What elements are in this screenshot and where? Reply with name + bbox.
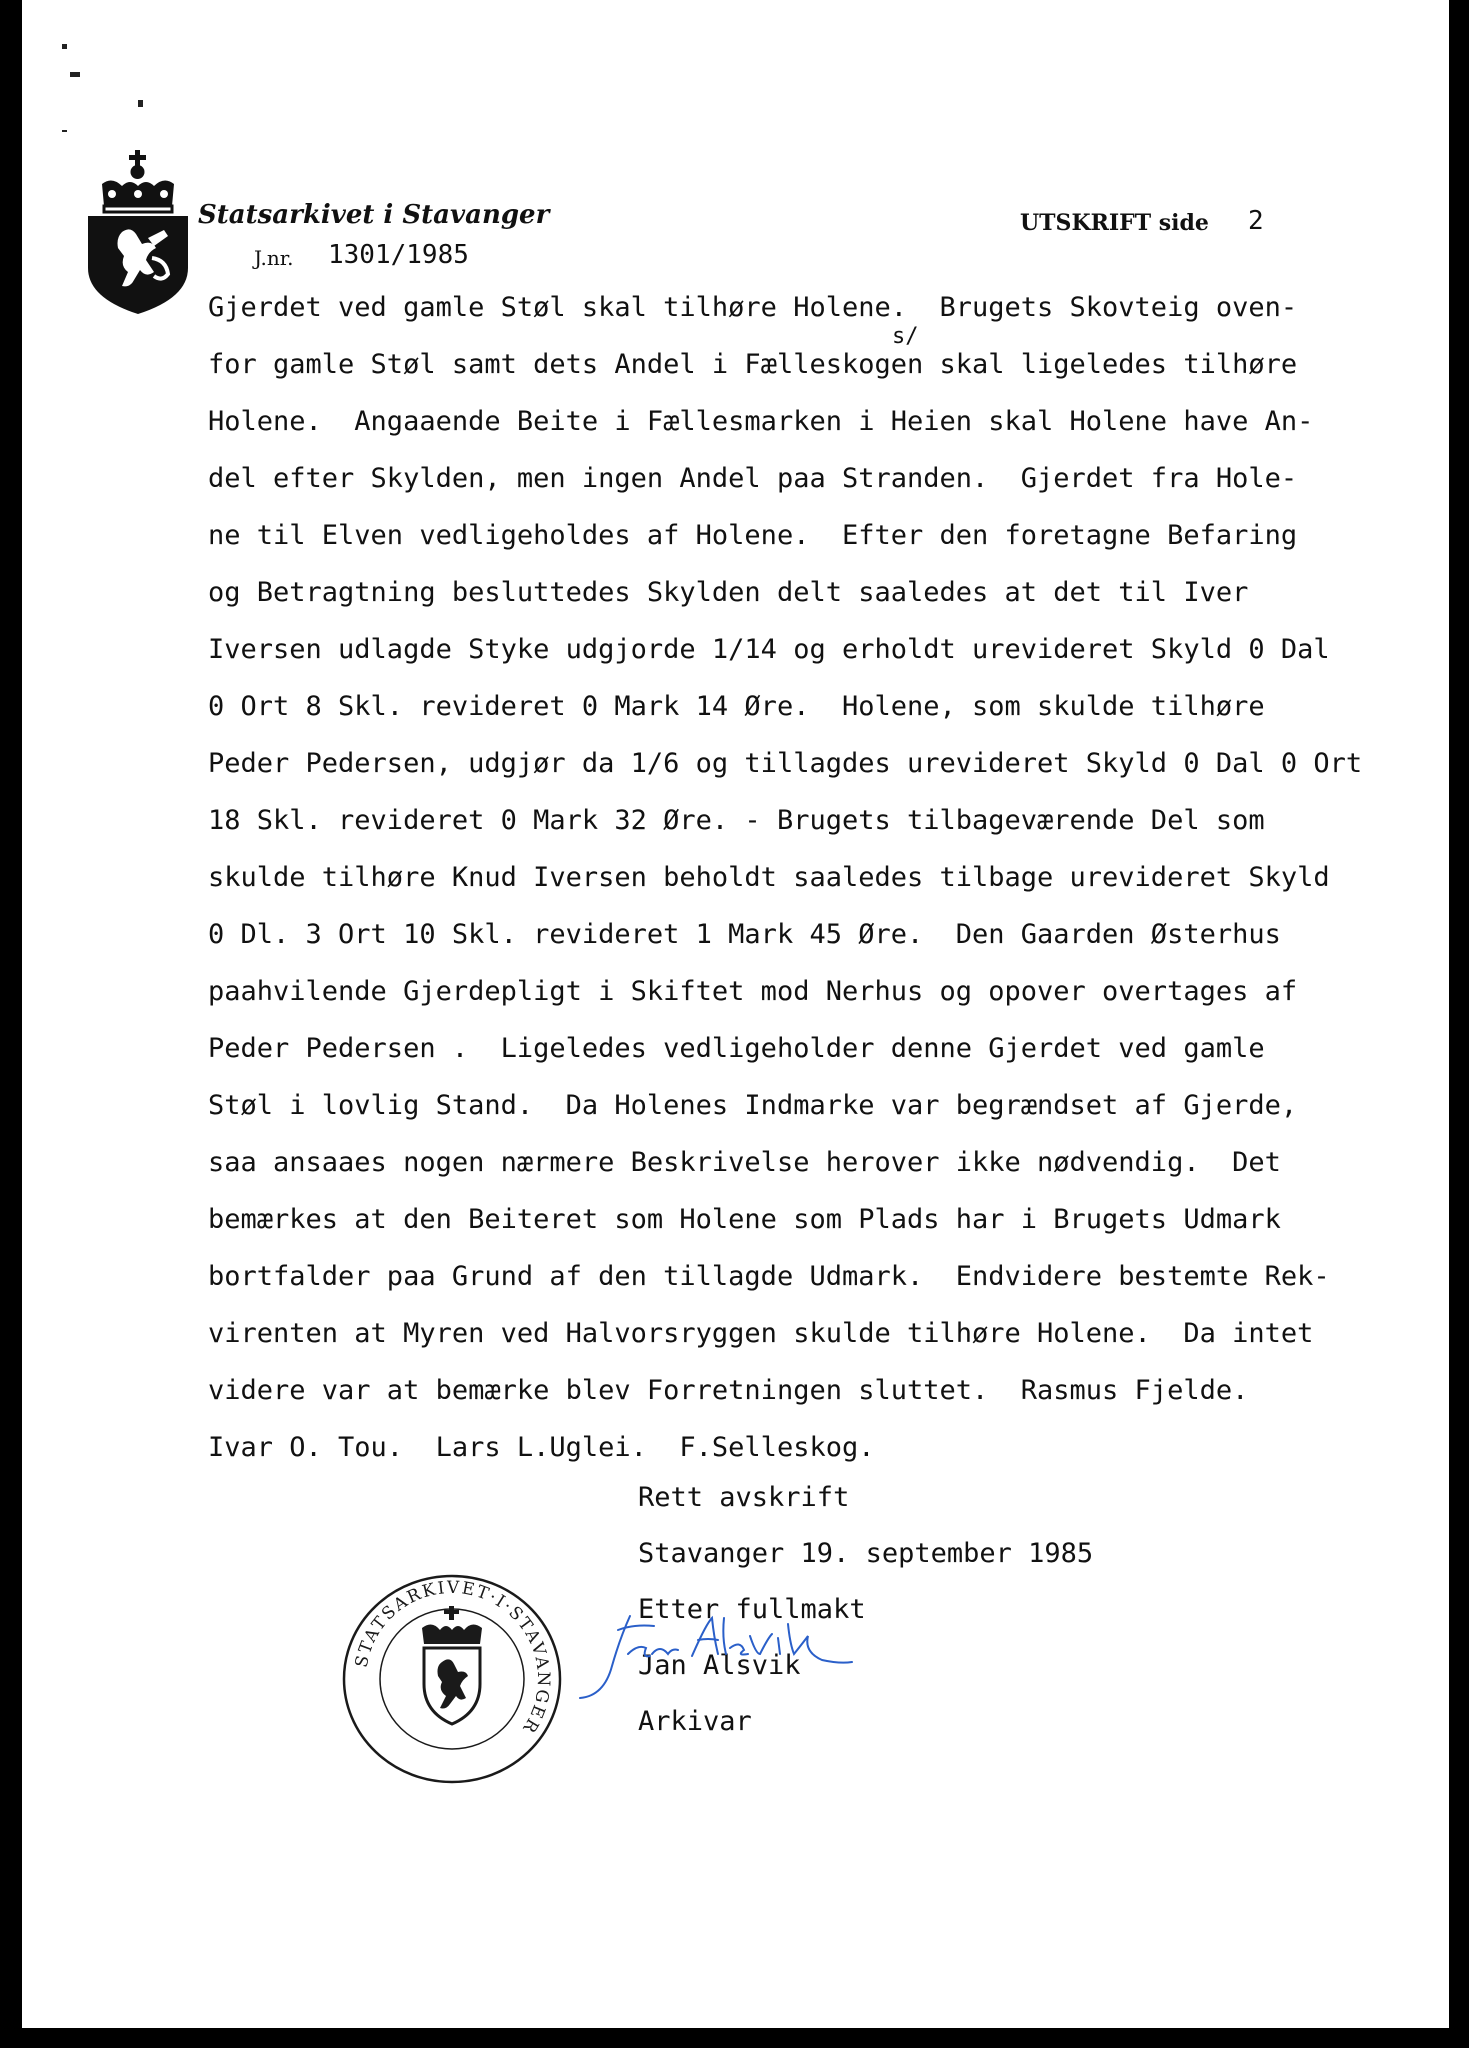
body-line: bortfalder paa Grund af den tillagde Udmark. Endvidere bestemte Rek- bbox=[208, 1261, 1330, 1292]
seal-text: STATSARKIVET·I·STAVANGER bbox=[351, 1577, 554, 1738]
body-line: for gamle Støl samt dets Andel i Fælleskogen skal ligeledes tilhøre bbox=[208, 349, 1298, 380]
archive-seal-icon bbox=[340, 1572, 564, 1786]
body-line: saa ansaaes nogen nærmere Beskrivelse herover ikke nødvendig. Det bbox=[208, 1147, 1281, 1178]
body-line: Peder Pedersen, udgjør da 1/6 og tillagdes urevideret Skyld 0 Dal 0 Ort bbox=[208, 748, 1363, 779]
journal-number-label: J.nr. bbox=[254, 246, 294, 270]
body-line: 18 Skl. revideret 0 Mark 32 Øre. - Brugets tilbageværende Del som bbox=[208, 805, 1265, 836]
body-line: Iversen udlagde Styke udgjorde 1/14 og erholdt urevideret Skyld 0 Dal bbox=[208, 634, 1330, 665]
body-line: paahvilende Gjerdepligt i Skiftet mod Nerhus og opover overtages af bbox=[208, 976, 1298, 1007]
journal-number-value: 1301/1985 bbox=[328, 240, 469, 270]
body-line: og Betragtning besluttedes Skylden delt saaledes at det til Iver bbox=[208, 577, 1249, 608]
certification-place-date: Stavanger 19. september 1985 bbox=[638, 1538, 1094, 1569]
body-line: bemærkes at den Beiteret som Holene som Plads har i Brugets Udmark bbox=[208, 1204, 1281, 1235]
body-line: Holene. Angaaende Beite i Fællesmarken i Heien skal Holene have An- bbox=[208, 406, 1314, 437]
utskrift-label: UTSKRIFT side bbox=[1020, 210, 1209, 236]
certification-signer-name: Jan Alsvik bbox=[638, 1650, 801, 1681]
body-line: videre var at bemærke blev Forretningen sluttet. Rasmus Fjelde. bbox=[208, 1375, 1249, 1406]
body-line: Gjerdet ved gamle Støl skal tilhøre Holene. Brugets Skovteig oven- bbox=[208, 292, 1298, 323]
body-line: del efter Skylden, men ingen Andel paa Stranden. Gjerdet fra Hole- bbox=[208, 463, 1298, 494]
page-number: 2 bbox=[1248, 206, 1264, 236]
body-line: 0 Ort 8 Skl. revideret 0 Mark 14 Øre. Holene, som skulde tilhøre bbox=[208, 691, 1265, 722]
coat-of-arms-icon bbox=[82, 148, 194, 316]
certification-signer-title: Arkivar bbox=[638, 1706, 752, 1737]
organization-name: Statsarkivet i Stavanger bbox=[198, 200, 550, 230]
body-line: virenten at Myren ved Halvorsryggen skulde tilhøre Holene. Da intet bbox=[208, 1318, 1314, 1349]
body-line: ne til Elven vedligeholdes af Holene. Efter den foretagne Befaring bbox=[208, 520, 1298, 551]
body-line: skulde tilhøre Knud Iversen beholdt saaledes tilbage urevideret Skyld bbox=[208, 862, 1330, 893]
body-line: Støl i lovlig Stand. Da Holenes Indmarke var begrændset af Gjerde, bbox=[208, 1090, 1298, 1121]
document-body bbox=[208, 288, 1448, 1485]
body-line: 0 Dl. 3 Ort 10 Skl. revideret 1 Mark 45 Øre. Den Gaarden Østerhus bbox=[208, 919, 1281, 950]
document-page bbox=[22, 0, 1449, 2028]
handwritten-signature bbox=[572, 1604, 892, 1704]
insertion-mark: s/ bbox=[892, 324, 919, 349]
body-line: Ivar O. Tou. Lars L.Uglei. F.Selleskog. bbox=[208, 1432, 875, 1463]
body-line: Peder Pedersen . Ligeledes vedligeholder denne Gjerdet ved gamle bbox=[208, 1033, 1265, 1064]
certification-authority: Etter fullmakt bbox=[638, 1594, 866, 1625]
certification-title: Rett avskrift bbox=[638, 1482, 850, 1513]
